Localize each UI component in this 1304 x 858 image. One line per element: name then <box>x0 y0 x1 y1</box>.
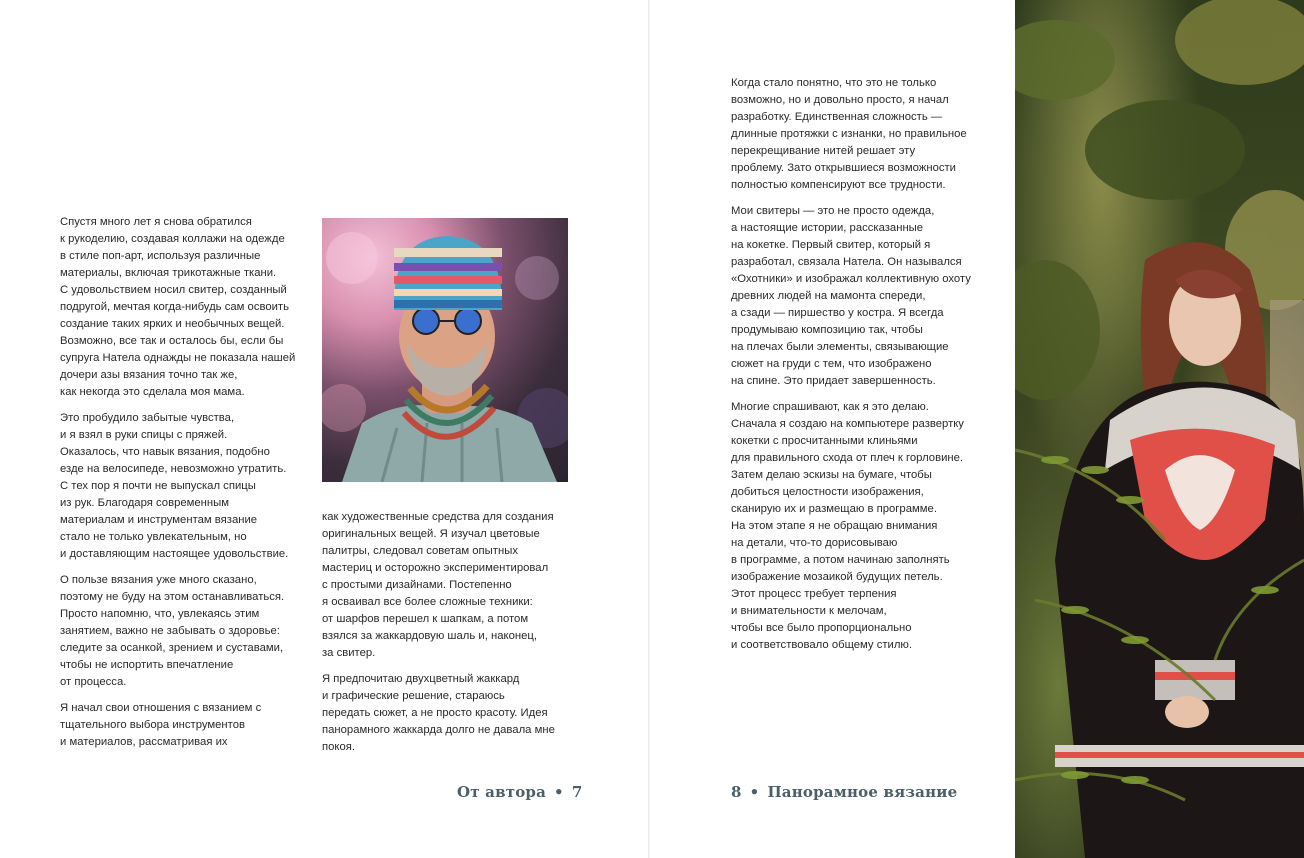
right-page <box>650 0 1304 858</box>
left-page <box>0 0 649 858</box>
woman-in-sweater-photo <box>1015 0 1304 858</box>
left-page-folio <box>457 783 582 801</box>
author-portrait-photo <box>322 218 568 482</box>
left-page-column-1 <box>60 214 310 760</box>
paragraph: Я начал свои отношения с вязанием с тщательного выбора инструментов и материалов, рассматривая их <box>60 702 262 748</box>
paragraph: Я предпочитаю двухцветный жаккард и графические решение, стараюсь передать сюжет, а не просто красоту. Идея панорамного жаккарда долго не давала мне покоя. <box>322 673 555 753</box>
paragraph: Многие спрашивают, как я это делаю. Сначала я создаю на компьютере развертку кокетки с просчитанными клиньями для правильного схода от плеч к горловине. Затем делаю эскизы на бумаге, чтобы добиться целостности изображения, сканирую их и размещаю в программе. На этом этапе я не обращаю внимания на детали, что-то дорисовываю в программе, а потом начинаю заполнять изображение мозаикой будущих петель. Этот процесс требует терпения и внимательности к мелочам, чтобы все было пропорционально и соответствовало общему стилю. <box>731 401 964 651</box>
paragraph: Спустя много лет я снова обратился к рукоделию, создавая коллажи на одежде в стиле поп-арт, используя различные материалы, включая трикотажные ткани. С удовольствием носил свитер, созданный подругой, мечтая когда-нибудь сам освоить создание таких ярких и необычных вещей. Возможно, все так и осталось бы, если бы супруга Натела однажды не показала нашей дочери азы вязания точно так же, как некогда это сделала моя мама. <box>60 216 296 398</box>
right-page-column <box>731 75 986 663</box>
right-page-folio <box>731 783 957 801</box>
left-page-column-2 <box>322 509 572 765</box>
paragraph: как художественные средства для создания оригинальных вещей. Я изучал цветовые палитры, следовал советам опытных мастериц и осторожно экспериментировал с простыми дизайнами. Постепенно я осваивал все более сложные техники: от шарфов перешел к шапкам, а потом взялся за жаккардовую шаль и, наконец, за свитер. <box>322 511 554 659</box>
folio-bullet: • <box>554 783 564 801</box>
folio-bullet: • <box>749 783 760 801</box>
page-number: 8 <box>731 783 742 801</box>
page-number: 7 <box>571 783 583 801</box>
folio-section: От автора <box>457 783 547 801</box>
paragraph: Это пробудило забытые чувства, и я взял в руки спицы с пряжей. Оказалось, что навык вязания, подобно езде на велосипеде, невозможно утратить. С тех пор я почти не выпускал спицы из рук. Благодаря современным материалам и инструментам вязание стало не только увлекательным, но и доставляющим настоящее удовольствие. <box>60 412 289 560</box>
paragraph: О пользе вязания уже много сказано, поэтому не буду на этом останавливаться. Просто напомню, что, увлекаясь этим занятием, важно не забывать о здоровье: следите за осанкой, зрением и суставами, чтобы не испортить впечатление от процесса. <box>60 574 285 688</box>
paragraph: Мои свитеры — это не просто одежда, а настоящие истории, рассказанные на кокетке. Первый свитер, который я разработал, связала Натела. Он назывался «Охотники» и изображал коллективную охоту древних людей на мамонта спереди, а сзади — пиршество у костра. Я всегда продумываю композицию так, чтобы на плечах были элементы, связывающие сюжет на груди с тем, что изображено на спине. Это придает завершенность. <box>731 205 971 387</box>
folio-title: Панорамное вязание <box>767 783 958 801</box>
paragraph: Когда стало понятно, что это не только возможно, но и довольно просто, я начал разработку. Единственная сложность — длинные протяжки с изнанки, но правильное перекрещивание нитей решает эту проблему. Зато открывшиеся возможности полностью компенсируют все трудности. <box>731 77 967 191</box>
